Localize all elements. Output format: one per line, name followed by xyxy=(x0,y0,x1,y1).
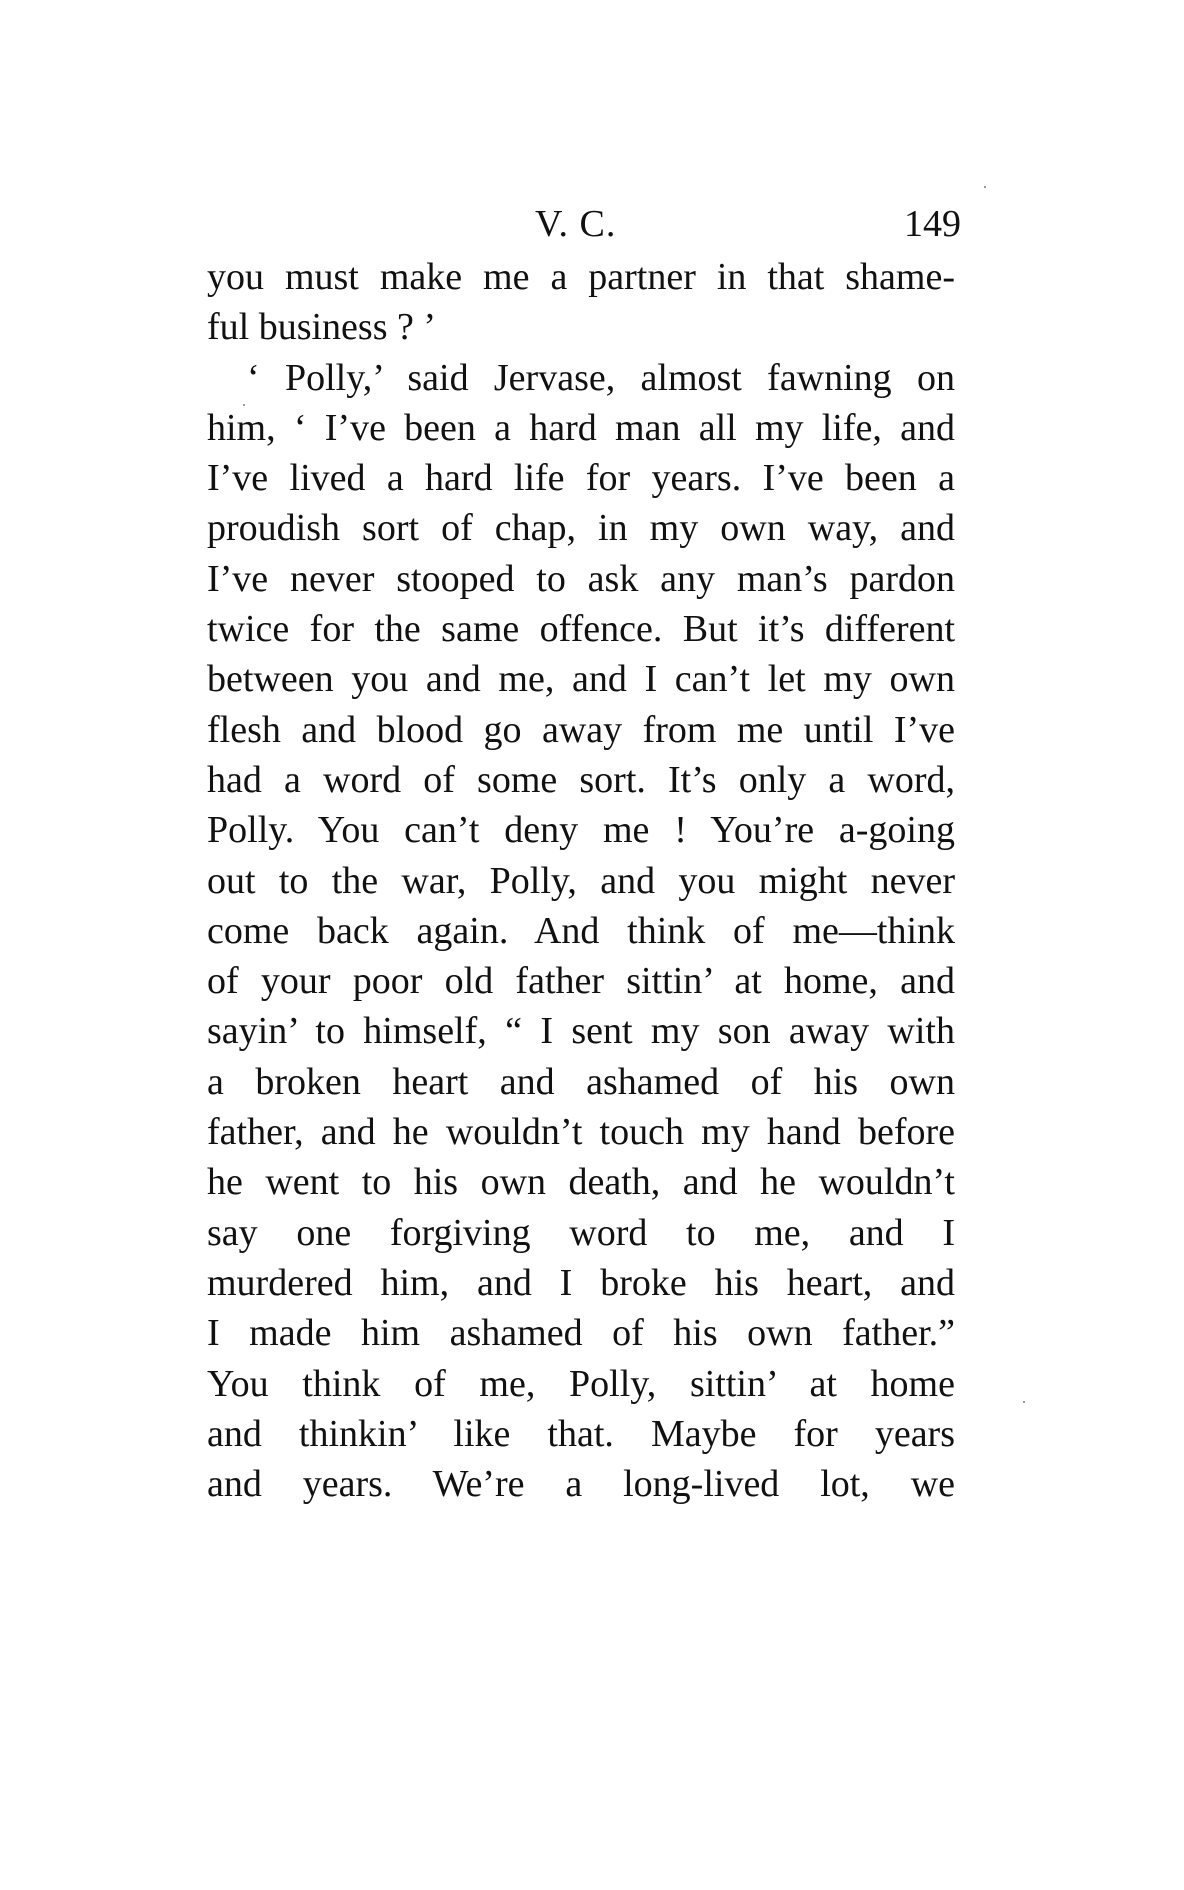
text-line: and thinkin’ like that. Maybe for years xyxy=(207,1412,955,1455)
text-line: ful business ? ’ xyxy=(207,306,437,349)
text-line: I’ve lived a hard life for years. I’ve been a xyxy=(207,457,955,500)
running-head: V. C. xyxy=(535,203,617,245)
text-line: a broken heart and ashamed of his own xyxy=(207,1060,955,1103)
text-line: out to the war, Polly, and you might never xyxy=(207,859,955,902)
page-header xyxy=(0,202,1184,254)
text-line: I made him ashamed of his own father.” xyxy=(207,1312,955,1355)
text-line: between you and me, and I can’t let my own xyxy=(207,658,955,701)
scan-speck xyxy=(1023,1401,1025,1403)
text-line: father, and he wouldn’t touch my hand before xyxy=(207,1111,955,1154)
paragraph-start-line: ‘ Polly,’ said Jervase, almost fawning on xyxy=(247,356,955,399)
page-number: 149 xyxy=(904,203,961,245)
text-line: of your poor old father sittin’ at home, and xyxy=(207,960,955,1003)
text-line: twice for the same offence. But it’s different xyxy=(207,608,955,651)
text-line: say one forgiving word to me, and I xyxy=(207,1211,955,1254)
text-line: sayin’ to himself, “ I sent my son away with xyxy=(207,1010,955,1053)
text-line: he went to his own death, and he wouldn’t xyxy=(207,1161,955,1204)
text-line: you must make me a partner in that shame- xyxy=(207,256,955,298)
text-line: murdered him, and I broke his heart, and xyxy=(207,1261,955,1304)
text-line: had a word of some sort. It’s only a word, xyxy=(207,758,955,801)
text-line: come back again. And think of me—think xyxy=(207,909,955,952)
scan-speck xyxy=(984,186,986,188)
text-line: and years. We’re a long-lived lot, we xyxy=(207,1463,955,1506)
body-text xyxy=(207,252,955,1509)
text-line: Polly. You can’t deny me ! You’re a-going xyxy=(207,809,955,852)
text-line: him, ‘ I’ve been a hard man all my life, and xyxy=(207,406,955,449)
text-line: proudish sort of chap, in my own way, and xyxy=(207,507,955,550)
text-line: I’ve never stooped to ask any man’s pardon xyxy=(207,557,955,600)
text-line: flesh and blood go away from me until I’ve xyxy=(207,708,955,751)
scan-speck xyxy=(243,404,245,406)
text-line: You think of me, Polly, sittin’ at home xyxy=(207,1362,955,1405)
